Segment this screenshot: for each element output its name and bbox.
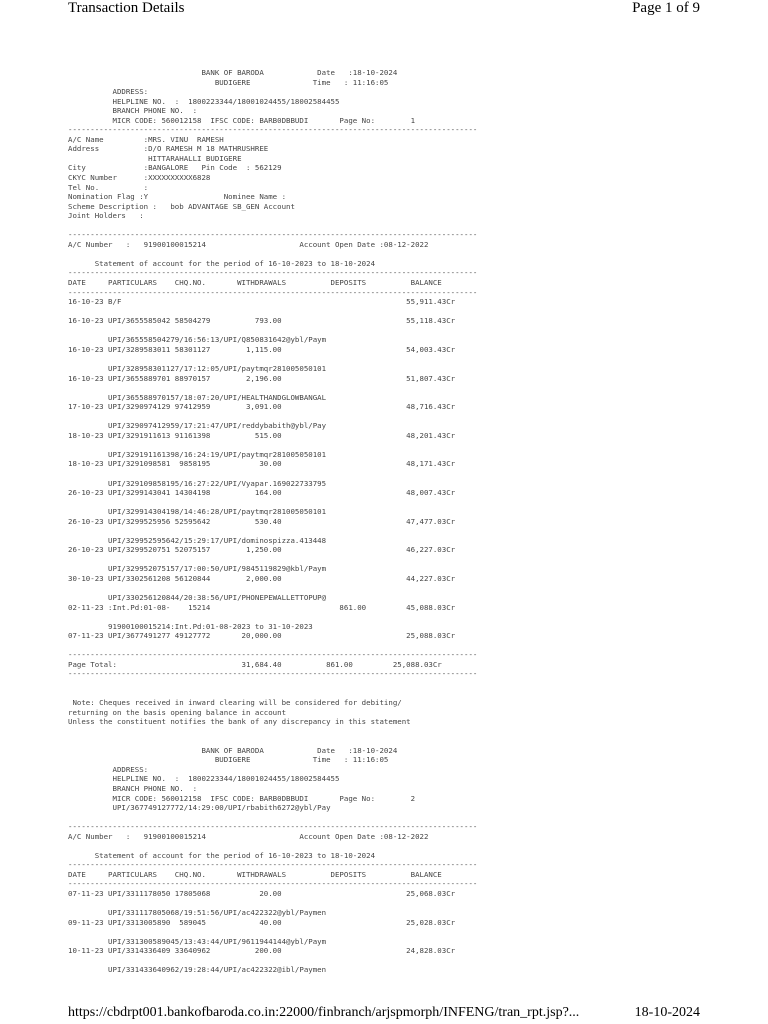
statement-line [68, 727, 708, 737]
statement-line: -------------------------------------------------------------------------------------------- [68, 860, 478, 870]
statement-line: DATE PARTICULARS CHQ.NO. WITHDRAWALS DEPOSITS BALANCE [68, 278, 442, 288]
statement-line: 16-10-23 UPI/3289583011 58301127 1,115.00 54,003.43Cr [68, 344, 456, 354]
statement-line: 30-10-23 UPI/3302561208 56120844 2,000.00 44,227.03Cr [68, 573, 456, 583]
statement-line [68, 526, 708, 536]
statement-line: UPI/329952075157/17:00:50/UPI/9845119829@kbl/Paym [68, 564, 327, 574]
statement-line: 10-11-23 UPI/3314336409 33640962 200.00 24,828.03Cr [68, 946, 456, 956]
statement-line: BUDIGERE Time : 11:16:05 [68, 755, 389, 765]
statement-line: Page Total: 31,684.40 861.00 25,088.03Cr [68, 659, 442, 669]
statement-line: 18-10-23 UPI/3291911613 91161398 515.00 48,201.43Cr [68, 430, 456, 440]
statement-line: 09-11-23 UPI/3313005890 589045 40.00 25,028.03Cr [68, 917, 456, 927]
statement-line: -------------------------------------------------------------------------------------------- [68, 287, 478, 297]
statement-line [68, 221, 708, 231]
statement-line [68, 641, 708, 651]
statement-line: 91900100015214:Int.Pd:01-08-2023 to 31-10-2023 [68, 621, 313, 631]
statement-line: UPI/367749127772/14:29:00/UPI/rbabith6272@ybl/Pay [68, 803, 331, 813]
statement-line [68, 841, 708, 851]
statement-line: UPI/365588970157/18:07:20/UPI/HEALTHANDGLOWBANGAL [68, 392, 327, 402]
statement-line [68, 584, 708, 594]
statement-line: HITTARAHALLI BUDIGERE [68, 153, 242, 163]
footer-url: https://cbdrpt001.bankofbaroda.co.in:22000/finbranch/arjspmorph/INFENG/tran_rpt.jsp?... [68, 1005, 580, 1020]
statement-line [68, 326, 708, 336]
statement-line: 16-10-23 UPI/3655889701 88970157 2,196.00 51,807.43Cr [68, 373, 456, 383]
statement-line: returning on the basis opening balance in account [68, 707, 287, 717]
statement-line: UPI/329109858195/16:27:22/UPI/Vyapar.169022733795 [68, 478, 327, 488]
statement-line [68, 956, 708, 966]
statement-line: CKYC Number :XXXXXXXXXX6828 [68, 173, 211, 183]
statement-line: 18-10-23 UPI/3291098581 9858195 30.00 48,171.43Cr [68, 459, 456, 469]
statement-line [68, 412, 708, 422]
statement-line [68, 440, 708, 450]
statement-line: -------------------------------------------------------------------------------------------- [68, 669, 478, 679]
statement-line: -------------------------------------------------------------------------------------------- [68, 822, 478, 832]
statement-line: A/C Number : 91900100015214 Account Open Date :08-12-2022 [68, 831, 429, 841]
statement-line [68, 679, 708, 689]
statement-line: A/C Number : 91900100015214 Account Open Date :08-12-2022 [68, 239, 429, 249]
statement-line: Nomination Flag :Y Nominee Name : [68, 192, 287, 202]
statement-line: Note: Cheques received in inward clearing will be considered for debiting/ [68, 698, 402, 708]
statement-line: HELPLINE NO. : 1800223344/18001024455/18002584455 [68, 96, 340, 106]
statement-line: ADDRESS: [68, 87, 149, 97]
statement-line [68, 555, 708, 565]
statement-line: Statement of account for the period of 16-10-2023 to 18-10-2024 [68, 258, 376, 268]
statement-line: -------------------------------------------------------------------------------------------- [68, 879, 478, 889]
statement-line: A/C Name :MRS. VINU RAMESH [68, 134, 224, 144]
statement-line [68, 736, 708, 746]
statement-line: Statement of account for the period of 16-10-2023 to 18-10-2024 [68, 850, 376, 860]
statement-line [68, 899, 708, 909]
statement-line: UPI/331117805068/19:51:56/UPI/ac422322@ybl/Paymen [68, 908, 327, 918]
statement-line: Tel No. : [68, 182, 149, 192]
statement-line: 02-11-23 :Int.Pd:01-08- 15214 861.00 45,088.03Cr [68, 602, 456, 612]
statement-line: UPI/330256120844/20:38:56/UPI/PHONEPEWALLETTOPUP@ [68, 593, 327, 603]
statement-line [68, 689, 708, 699]
statement-line: 26-10-23 UPI/3299143041 14304198 164.00 48,007.43Cr [68, 488, 456, 498]
statement-line: DATE PARTICULARS CHQ.NO. WITHDRAWALS DEPOSITS BALANCE [68, 869, 442, 879]
statement-line: City :BANGALORE Pin Code : 562129 [68, 163, 282, 173]
statement-line: 16-10-23 UPI/3655585042 58504279 793.00 55,118.43Cr [68, 316, 456, 326]
statement-line: BRANCH PHONE NO. : [68, 784, 198, 794]
statement-line: 07-11-23 UPI/3311178050 17805068 20.00 25,068.03Cr [68, 889, 456, 899]
statement-line [68, 249, 708, 259]
statement-line: UPI/328958301127/17:12:05/UPI/paytmqr281005050101 [68, 363, 327, 373]
footer-date: 18-10-2024 [634, 1005, 700, 1020]
statement-line: -------------------------------------------------------------------------------------------- [68, 125, 478, 135]
statement-line [68, 469, 708, 479]
statement-line: Scheme Description : bob ADVANTAGE SB_GEN Account [68, 201, 295, 211]
statement-line: UPI/329191161398/16:24:19/UPI/paytmqr281005050101 [68, 449, 327, 459]
statement-line: 26-10-23 UPI/3299525956 52595642 530.40 47,477.03Cr [68, 516, 456, 526]
statement-line: UPI/365558504279/16:56:13/UPI/Q850831642@ybl/Paym [68, 335, 327, 345]
statement-line [68, 927, 708, 937]
statement-line: MICR CODE: 560012158 IFSC CODE: BARB0DBBUDI Page No: 1 [68, 115, 416, 125]
statement-line [68, 307, 708, 317]
statement-line: UPI/329914304198/14:46:28/UPI/paytmqr281005050101 [68, 507, 327, 517]
statement-line: UPI/331433640962/19:28:44/UPI/ac422322@ibl/Paymen [68, 965, 327, 975]
statement-line: BANK OF BARODA Date :18-10-2024 [68, 68, 398, 77]
statement-line: HELPLINE NO. : 1800223344/18001024455/18002584455 [68, 774, 340, 784]
statement-body [68, 68, 708, 975]
statement-line: MICR CODE: 560012158 IFSC CODE: BARB0DBBUDI Page No: 2 [68, 793, 416, 803]
page-indicator: Page 1 of 9 [632, 0, 700, 16]
statement-line: -------------------------------------------------------------------------------------------- [68, 650, 478, 660]
statement-line: ADDRESS: [68, 764, 149, 774]
statement-line: Unless the constituent notifies the bank of any discrepancy in this statement [68, 717, 411, 727]
statement-line: BANK OF BARODA Date :18-10-2024 [68, 745, 398, 755]
statement-line: UPI/329097412959/17:21:47/UPI/reddybabith@ybl/Pay [68, 421, 327, 431]
statement-line: -------------------------------------------------------------------------------------------- [68, 230, 478, 240]
statement-line: Joint Holders : [68, 211, 144, 221]
statement-line: UPI/329952595642/15:29:17/UPI/dominospizza.413448 [68, 535, 327, 545]
statement-line: 16-10-23 B/F 55,911.43Cr [68, 297, 456, 307]
statement-line [68, 612, 708, 622]
page-title: Transaction Details [68, 0, 185, 16]
statement-line: 26-10-23 UPI/3299520751 52075157 1,250.00 46,227.03Cr [68, 545, 456, 555]
statement-line: Address :D/O RAMESH M 18 MATHRUSHREE [68, 144, 269, 154]
statement-line: BRANCH PHONE NO. : [68, 106, 198, 116]
statement-line [68, 354, 708, 364]
statement-line [68, 498, 708, 508]
statement-line [68, 383, 708, 393]
statement-line: 07-11-23 UPI/3677491277 49127772 20,000.00 25,088.03Cr [68, 631, 456, 641]
statement-line: -------------------------------------------------------------------------------------------- [68, 268, 478, 278]
statement-line: 17-10-23 UPI/3290974129 97412959 3,091.00 48,716.43Cr [68, 402, 456, 412]
statement-line: BUDIGERE Time : 11:16:05 [68, 77, 389, 87]
statement-line: UPI/331300589045/13:43:44/UPI/9611944144@ybl/Paym [68, 936, 327, 946]
statement-line [68, 813, 708, 823]
